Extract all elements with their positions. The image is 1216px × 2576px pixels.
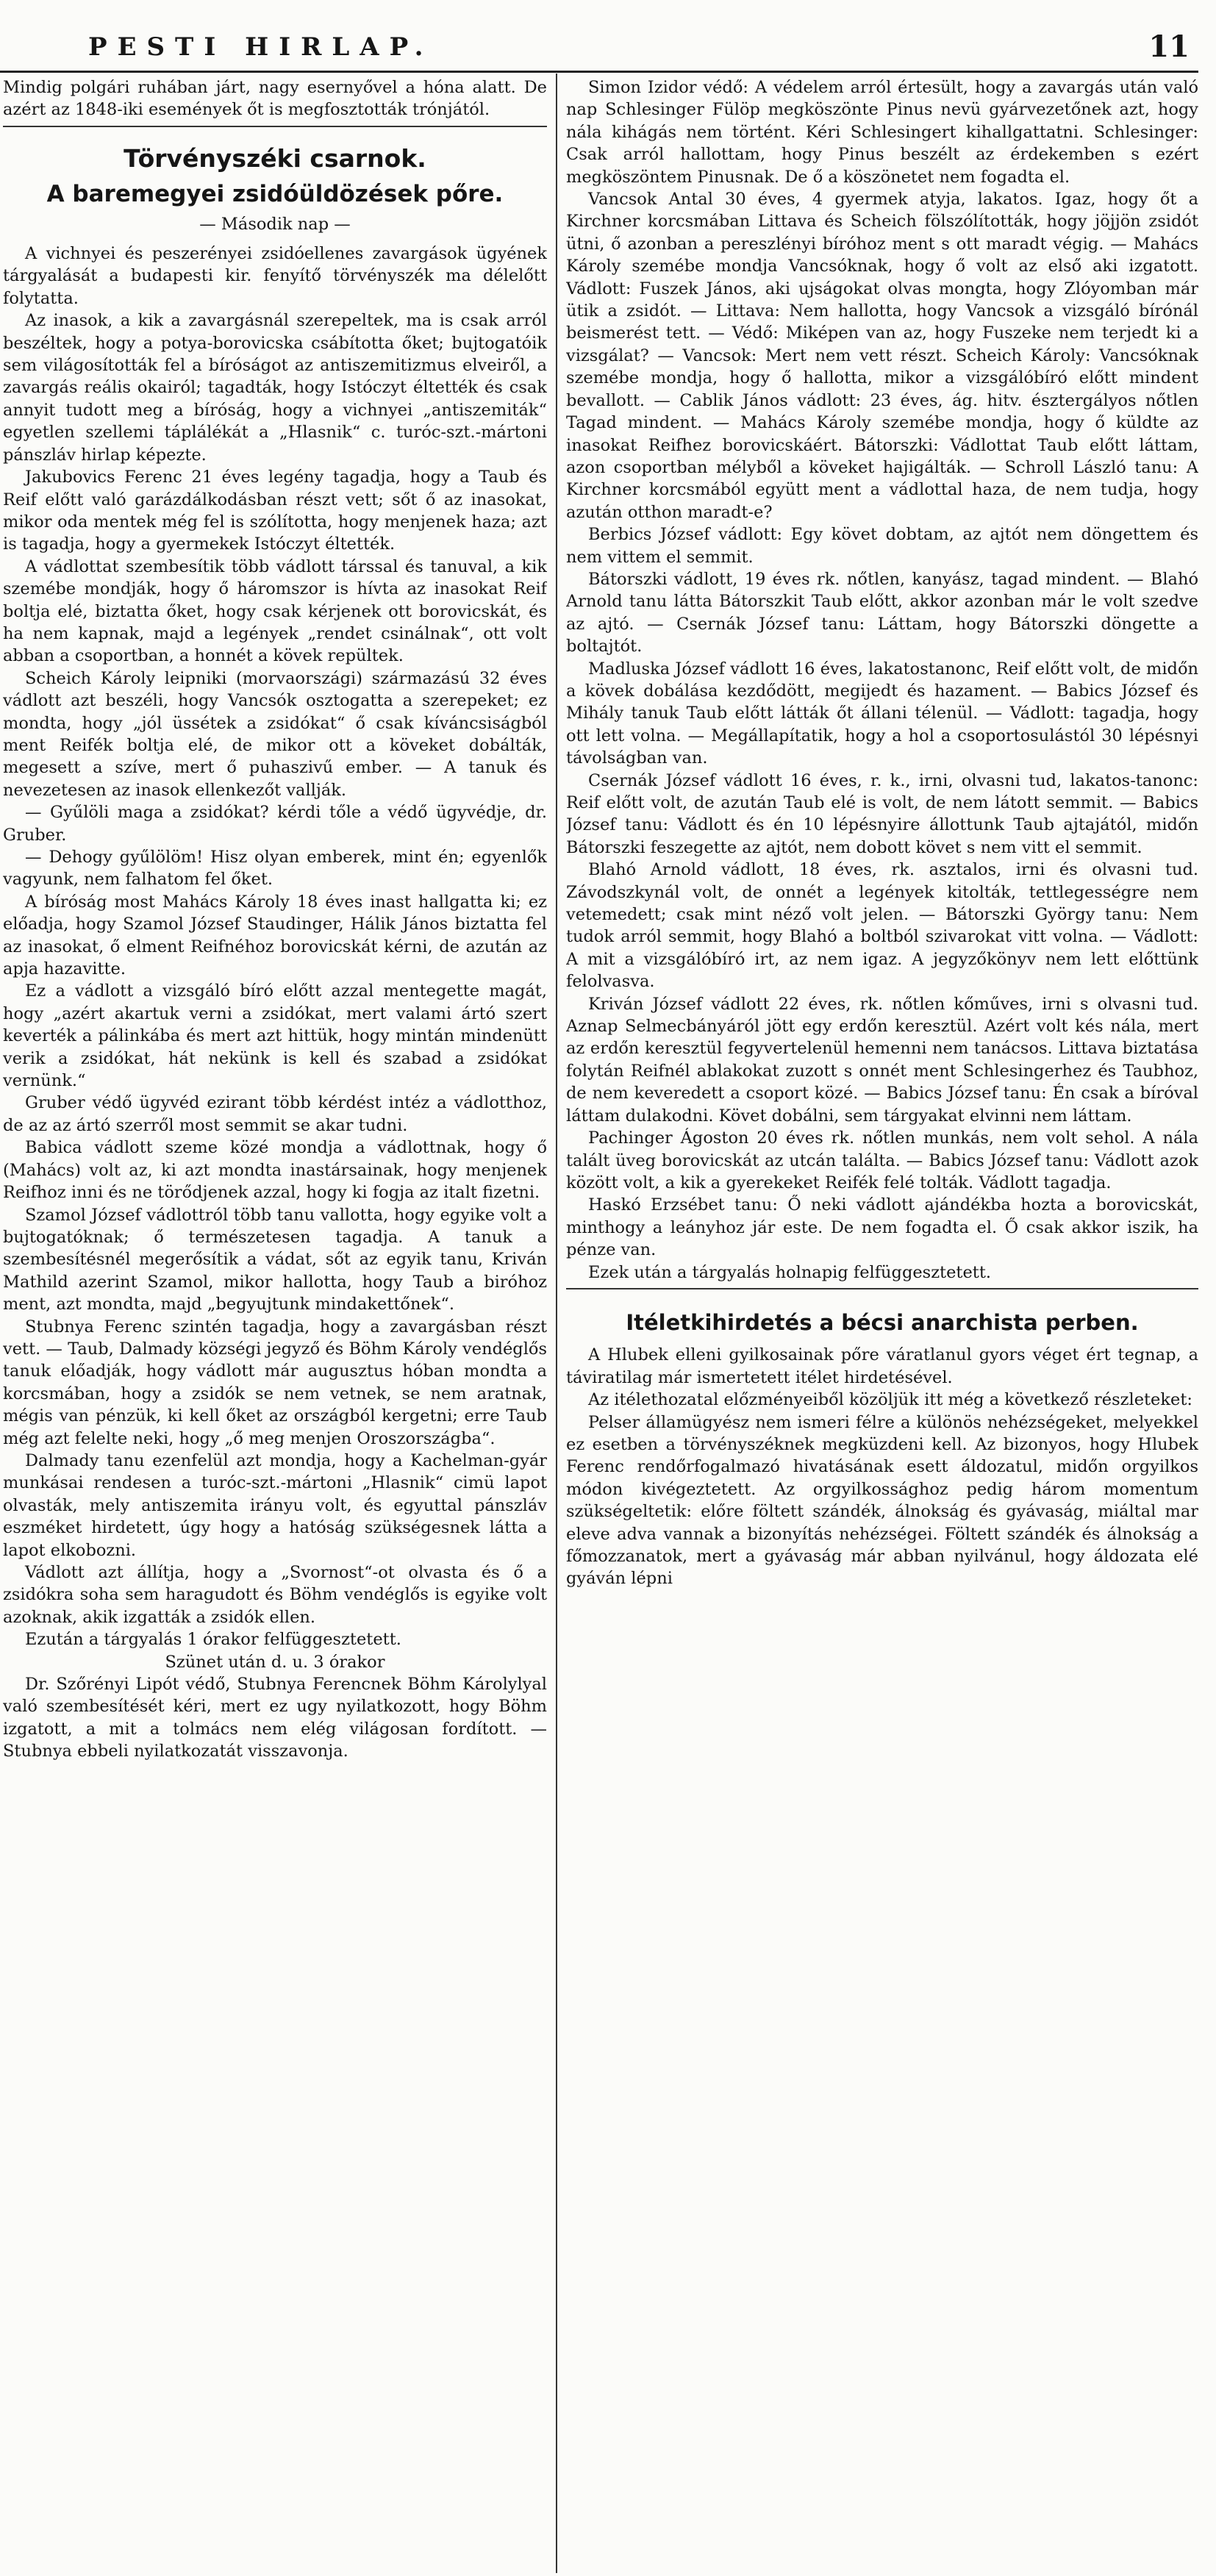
paragraph: Stubnya Ferenc szintén tagadja, hogy a zavargásban részt vett. — Taub, Dalmady községi jegyző és Böhm Károly vendéglős tanuk előadják, hogy vádlott már augusztus hóban mondta a korcsmában, hogy a zsidók se nem vetnek, se nem aratnak, mégis van pénzük, ki kell őket az országból kergetni; erre Taub még azt felelte neki, hogy „ő meg menjen Oroszországba“. [3, 1317, 547, 1448]
section-title: Törvényszéki csarnok. [124, 143, 426, 173]
anarchist-article-title: Itéletkihirdetés a bécsi anarchista perben. [626, 1309, 1139, 1335]
paragraph: Scheich Károly leipniki (morvaországi) származású 32 éves vádlott azt beszéli, hogy Vancsók osztogatta a szerepeket; ez mondta, hogy „jól üssétek a zsidókat“ ő csak kíváncsiságból ment Reifék boltja elé, de mikor ott a köveket dobálták, megesett a szíve, mert ő puhaszivű ember. — A tanuk és nevezetesen az inasok ellenkezőt vallják. [3, 668, 547, 800]
paragraph: Ezek után a tárgyalás holnapig felfüggesztetett. [588, 1262, 992, 1282]
newspaper-title: PESTI HIRLAP. [88, 32, 434, 62]
paragraph: — Gyűlöli maga a zsidókat? kérdi tőle a védő ügyvédje, dr. Gruber. [3, 803, 547, 845]
column-divider [556, 74, 557, 2573]
intro-paragraph: Mindig polgári ruhában járt, nagy esernyővel a hóna alatt. De azért az 1848-iki események őt is megfosztották trónjától. [3, 78, 547, 120]
paragraph: Dalmady tanu ezenfelül azt mondja, hogy a Kachelman-gyár munkásai rendesen a turóc-szt.-mártoni „Hlasnik“ cimü lapot olvasták, mely antiszemita irányu volt, és egyuttal pánszláv eszméket hirdetett, úgy hogy a hatóság szükségesnek látta a lapot elkobozni. [3, 1450, 547, 1560]
left-column [3, 76, 547, 2569]
paragraph: Szünet után d. u. 3 órakor [165, 1652, 385, 1672]
paragraph: Pelser államügyész nem ismeri félre a különös nehézségeket, melyekkel ez esetben a törvényszéknek megküzdeni kell. Az bizonyos, hogy Hlubek Ferenc rendőrfogalmazó hivatásának esett áldozatul, midőn orgyilkos módon kivégeztetett. Az orgyilkossághoz pedig három momentum szükségeltetik: előre föltett szándék, álnokság és gyávaság, miáltal mar eleve adva vannak a bizonyítás nehézségei. Föltett szándék és álnokság a főmozzanatok, mert a gyávaság már abban nyilvánul, hogy áldozata elé gyáván lépni [566, 1412, 1198, 1589]
paragraph: A vádlottat szembesítik több vádlott társsal és tanuval, a kik szemébe mondják, hogy ő háromszor is hívta az inasokat Reif boltja elé, biztatta őket, hogy csak kérjenek ott borovicskát, és ha nem kapnak, majd a legények „rendet csinálnak“, ott volt abban a csoportban, a honnét a kövek repültek. [3, 557, 547, 666]
paragraph: A vichnyei és peszerényei zsidóellenes zavargások ügyének tárgyalását a budapesti kir. fenyítő törvényszék ma délelőtt folytatta. [3, 244, 547, 308]
paragraph: Kriván József vádlott 22 éves, rk. nőtlen kőműves, irni s olvasni tud. Aznap Selmecbányáról jött egy erdőn keresztül. Azért volt kés nála, mert az erdőn keresztül fegyvertelenül hemenni nem tanácsos. Littava biztatása folytán Reifnél ablakokat zuzott s onnét ment Schlesingerhez és Taubhoz, de nem keveredett a csoport közé. — Babics József tanu: Én csak a bíróval láttam dulakodni. Követ dobálni, sem tárgyakat elvinni nem láttam. [566, 994, 1198, 1126]
paragraph: A bíróság most Mahács Károly 18 éves inast hallgatta ki; ez előadja, hogy Szamol József Staudinger, Hálik János biztatta fel az inasokat, ő elment Reifnéhoz borovicskát kérni, de azután az apja hazavitte. [3, 892, 547, 979]
paragraph: A Hlubek elleni gyilkosainak pőre váratlanul gyors véget ért tegnap, a táviratilag már ismertetett itélet hirdetésével. [566, 1345, 1198, 1387]
paragraph: Vancsok Antal 30 éves, 4 gyermek atyja, lakatos. Igaz, hogy őt a Kirchner korcsmában Littava és Scheich fölszólították, hogy jöjjön zsidót ütni, ő azonban a pereszlényi bíróhoz ment s ott maradt végig. — Mahács Károly szemébe mondja Vancsóknak, hogy ő volt az első aki izgatott. Vádlott: Fuszek János, aki ujságokat olvas mongta, hogy Zlóyomban már ütik a zsidót. — Littava: Nem hallotta, hogy Vancsok a vizsgáló bírónál beismerést tett. — Védő: Miképen van az, hogy Fuszeke nem terjedt ki a vizsgálat? — Vancsok: Mert nem vett részt. Scheich Károly: Vancsóknak szemébe mondja, hogy ő hallotta, mikor a vizsgálóbíró előtt mindent bevallott. — Cablik János vádlott: 23 éves, ág. hitv. észtergályos nőtlen Tagad mindent. — Mahács Károly szemébe mondja, hogy ő küldte az inasokat Reifhez borovicskáért. Bátorszki: Vádlottat Taub előtt láttam, azon csoportban mélyből a köveket hajigálták. — Schroll László tanu: A Kirchner korcsmából együtt ment a vádlottal haza, de nem tudja, hogy azután otthon maradt-e? [566, 190, 1198, 522]
paragraph: Szamol József vádlottról több tanu vallotta, hogy egyike volt a bujtogatóknak; ő természetesen tagadja. A tanuk a szembesítésnél megerősítik a vádat, sőt az egyik tanu, Kriván Mathild azerint Szamol, mikor hallotta, hogy Taub a biróhoz ment, azt mondta, majd „begyujtunk mindakettőnek“. [3, 1205, 547, 1314]
paragraph: Simon Izidor védő: A védelem arról értesült, hogy a zavargás után való nap Schlesinger Fülöp megköszönte Pinus nevü gyárvezetőnek azt, hogy nála kihágás nem történt. Kéri Schlesingert kihallgattatni. Schlesinger: Csak arról hallottam, hogy Pinus beszélt az érdekemben s ezért megköszöntem Pinusnak. De ő a köszönetet nem fogadta el. [566, 78, 1198, 187]
separator [566, 1288, 1198, 1289]
paragraph: Pachinger Ágoston 20 éves rk. nőtlen munkás, nem volt sehol. A nála talált üveg borovicskát az utcán találta. — Babics József tanu: Vádlott azok között volt, a kik a gyerekeket Reifék felé tolták. Vádlott tagadja. [566, 1128, 1198, 1192]
paragraph: Gruber védő ügyvéd ezirant több kérdést intéz a vádlotthoz, de az az ártó szerről most semmit se akar tudni. [3, 1093, 547, 1135]
right-column [566, 76, 1198, 2569]
paragraph: Ezután a tárgyalás 1 órakor felfüggesztetett. [25, 1630, 401, 1650]
header-rule [0, 71, 1198, 73]
paragraph: Jakubovics Ferenc 21 éves legény tagadja, hogy a Taub és Reif előtt való garázdálkodásban részt vett; sőt ő az inasokat, mikor oda mentek még fel is szólította, hogy menjenek haza; azt is tagadja, hogy a gyermekek Istóczyt éltették. [3, 468, 547, 554]
paragraph: Berbics József vádlott: Egy követ dobtam, az ajtót nem döngettem és nem vittem el semmit. [566, 525, 1198, 567]
paragraph: Madluska József vádlott 16 éves, lakatostanonc, Reif előtt volt, de midőn a kövek dobálása kezdődött, megijedt és hazament. — Babics József és Mihály tanuk Taub előtt látták őt állani télenül. — Vádlott: tagadja, hogy ott lett volna. — Megállapítatik, hogy a hol a csoportosulástól 30 lépésnyi távolságban van. [566, 659, 1198, 768]
paragraph: Ez a vádlott a vizsgáló bíró előtt azzal mentegette magát, hogy „azért akartuk verni a zsidókat, mert valami ártó szert keverték a pálinkába és mert azt hittük, hogy mintán mindenütt verik a zsidókat, hát nekünk is kell és szabad a zsidókat vernünk.“ [3, 981, 547, 1091]
paragraph: Babica vádlott szeme közé mondja a vádlottnak, hogy ő (Mahács) volt az, ki azt mondta inastársainak, hogy menjenek Reifhoz inni és ne törődjenek azzal, hogy ki fogja az italt fizetni. [3, 1138, 547, 1203]
article-title: A baremegyei zsidóüldözések pőre. [46, 181, 504, 208]
article-subtitle: — Második nap — [199, 214, 351, 234]
paragraph: Haskó Erzsébet tanu: Ő neki vádlott ajándékba hozta a borovicskát, minthogy a leányhoz jár este. De nem fogadta el. Ő csak akkor iszik, ha pénze van. [566, 1195, 1198, 1260]
paragraph: Az itélethozatal előzményeiből közöljük itt még a következő részleteket: [588, 1390, 1192, 1410]
page-number: 11 [1148, 29, 1190, 64]
paragraph: Az inasok, a kik a zavargásnál szerepeltek, ma is csak arról beszéltek, hogy a potya-borovicska csábította őket; bujtogatóik sem világosították fel a bíróságot az antiszemitizmus elveiről, a zavargás reális okairól; tagadták, hogy Istóczyt éltették és csak annyit tudott meg a bíróság, hogy a vichnyei „antiszemiták“ egyetlen szellemi táplálékát a „Hlasnik“ c. turóc-szt.-mártoni pánszláv hirlap képezte. [3, 311, 547, 465]
masthead [0, 29, 1216, 74]
paragraph: Csernák József vádlott 16 éves, r. k., irni, olvasni tud, lakatos-tanonc: Reif előtt volt, de azután Taub elé is volt, de nem látott semmit. — Babics József tanu: Vádlott és én 10 lépésnyire állottunk Taub ajtajától, midőn Bátorszki feszegette az ajtót, nem dobott követ s nem vitt el semmit. [566, 770, 1198, 857]
paragraph: Bátorszki vádlott, 19 éves rk. nőtlen, kanyász, tagad mindent. — Blahó Arnold tanu látta Bátorszkit Taub előtt, akkor azonban már le volt szedve az ajtó. — Csernák József tanu: Láttam, hogy Bátorszki döngette a boltajtót. [566, 569, 1198, 656]
paragraph: Dr. Szőrényi Lipót védő, Stubnya Ferencnek Böhm Károlylyal való szembesítését kéri, mert ez ugy nyilatkozott, hogy Böhm izgatott, a mit a tolmács nem elég világosan fordított. — Stubnya ebbeli nyilatkozatát visszavonja. [3, 1675, 547, 1761]
paragraph: Blahó Arnold vádlott, 18 éves, rk. asztalos, irni és olvasni tud. Závodszkynál volt, de onnét a legények kitolták, tettlegességre nem vetemedett; csak mint néző volt jelen. — Bátorszki György tanu: Nem tudok arról semmit, hogy Blahó a boltból szivarokat vitt volna. — Vádlott: A mit a vizsgálóbíró irt, az nem igaz. A jegyzőkönyv nem lett előttünk felolvasva. [566, 860, 1198, 992]
paragraph: Vádlott azt állítja, hogy a „Svornost“-ot olvasta és ő a zsidókra soha sem haragudott és Böhm vendéglős is egyike volt azoknak, akik izgatták a zsidók ellen. [3, 1563, 547, 1627]
separator [3, 126, 547, 127]
paragraph: — Dehogy gyűlölöm! Hisz olyan emberek, mint én; egyenlők vagyunk, nem falhatom fel őket. [3, 848, 547, 890]
